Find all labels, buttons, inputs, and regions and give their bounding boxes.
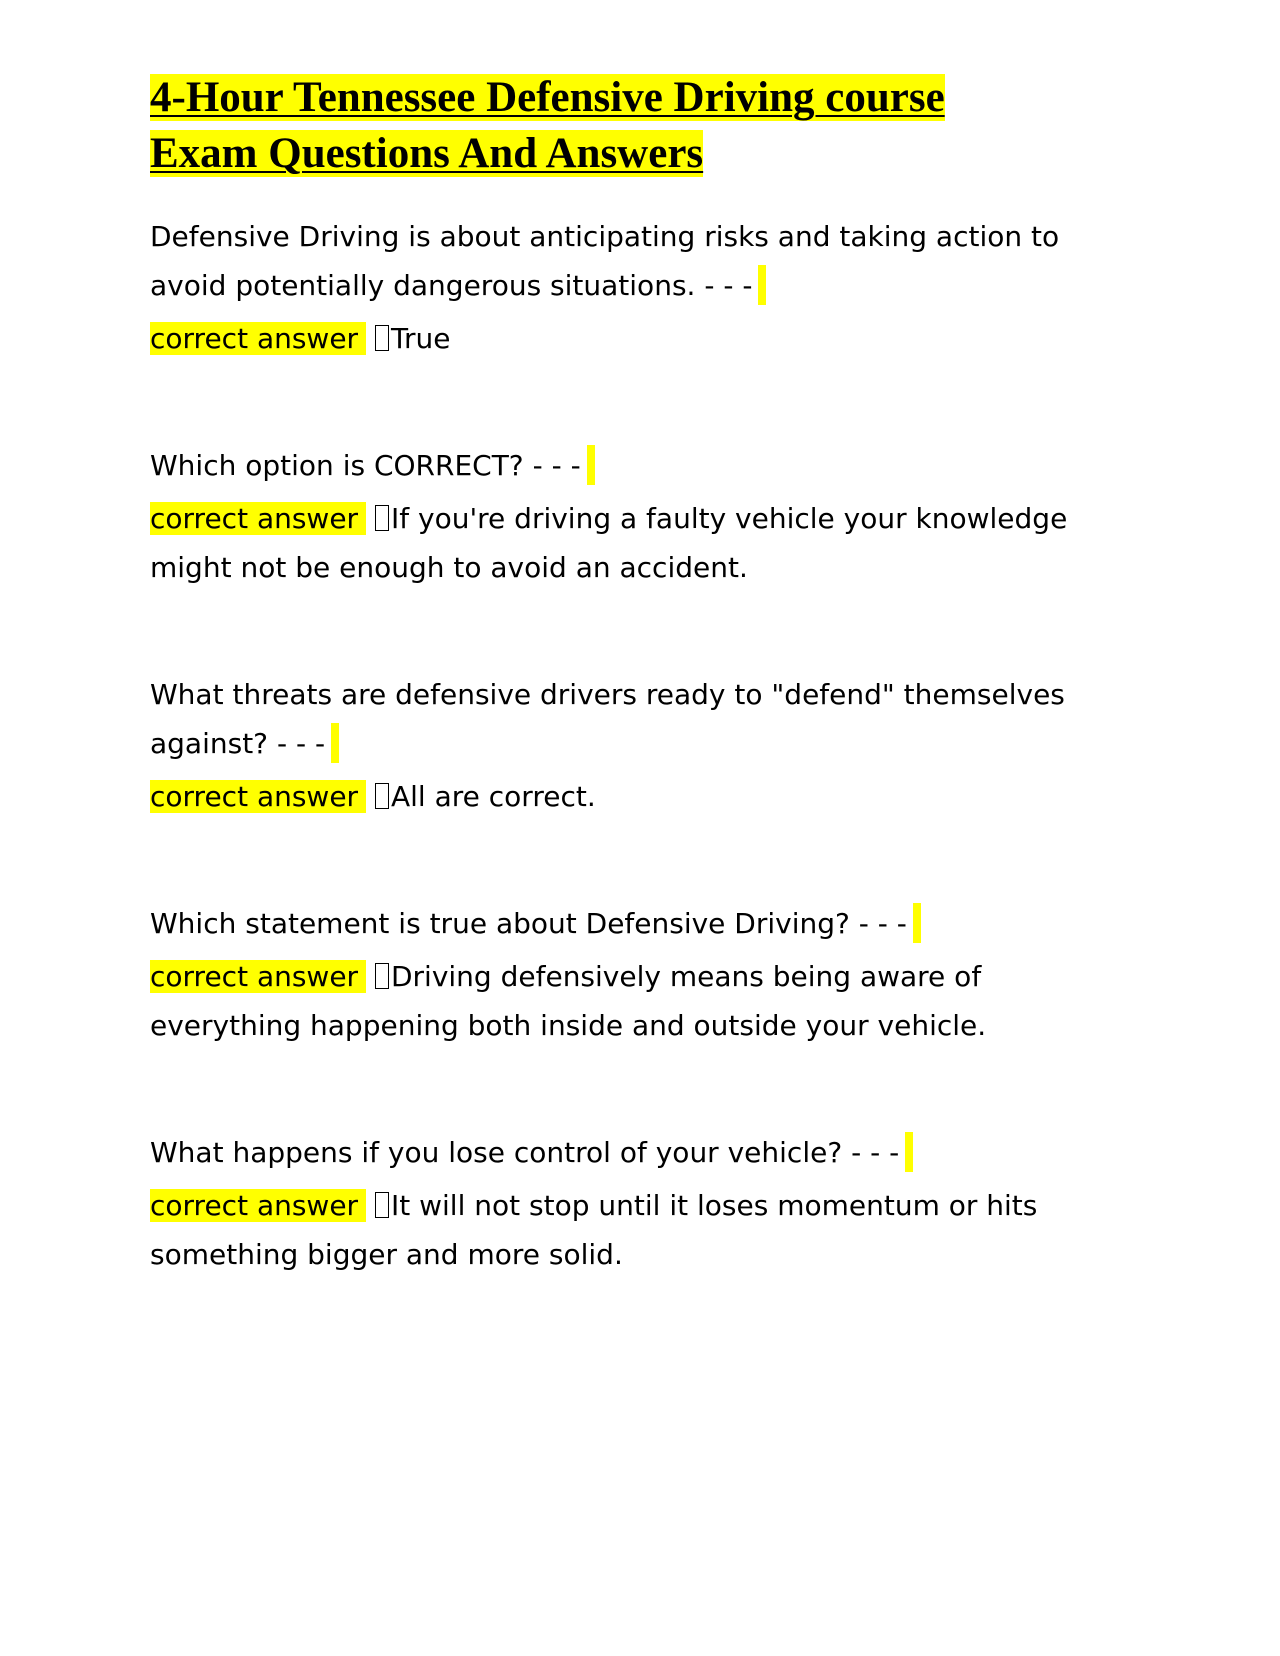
document-title xyxy=(150,70,1100,182)
answer-line xyxy=(150,952,1100,1050)
question-text xyxy=(150,1128,1100,1177)
question-1: Defensive Driving is about anticipating risks and taking action to avoid potentially dangerous situations. - - - xyxy=(150,220,1060,302)
qa-item-2 xyxy=(150,441,1100,592)
question-text xyxy=(150,441,1100,490)
missing-glyph-icon xyxy=(375,783,389,809)
highlight-marker xyxy=(905,1132,913,1172)
highlight-marker xyxy=(913,903,921,943)
answer-line xyxy=(150,314,1100,363)
correct-answer-label: correct answer xyxy=(150,780,366,813)
title-line-1: 4-Hour Tennessee Defensive Driving course xyxy=(150,74,945,121)
answer-2: If you're driving a faulty vehicle your knowledge might not be enough to avoid an accident. xyxy=(150,502,1068,584)
question-text xyxy=(150,899,1100,948)
missing-glyph-icon xyxy=(375,505,389,531)
qa-list xyxy=(150,212,1100,1279)
answer-line xyxy=(150,772,1100,821)
answer-line xyxy=(150,494,1100,592)
highlight-marker xyxy=(587,445,595,485)
highlight-marker xyxy=(758,265,766,305)
qa-item-5 xyxy=(150,1128,1100,1279)
missing-glyph-icon xyxy=(375,963,389,989)
answer-1: True xyxy=(390,322,451,355)
question-2: Which option is CORRECT? - - - xyxy=(150,449,581,482)
answer-5: It will not stop until it loses momentum or hits something bigger and more solid. xyxy=(150,1189,1038,1271)
highlight-marker xyxy=(331,723,339,763)
answer-3: All are correct. xyxy=(390,780,596,813)
question-text xyxy=(150,212,1100,310)
question-4: Which statement is true about Defensive Driving? - - - xyxy=(150,907,907,940)
question-text xyxy=(150,670,1100,768)
correct-answer-label: correct answer xyxy=(150,322,366,355)
qa-item-3 xyxy=(150,670,1100,821)
answer-line xyxy=(150,1181,1100,1279)
answer-4: Driving defensively means being aware of everything happening both inside and outside your vehicle. xyxy=(150,960,987,1042)
question-3: What threats are defensive drivers ready to "defend" themselves against? - - - xyxy=(150,678,1065,760)
correct-answer-label: correct answer xyxy=(150,502,366,535)
missing-glyph-icon xyxy=(375,325,389,351)
correct-answer-label: correct answer xyxy=(150,960,366,993)
title-line-2: Exam Questions And Answers xyxy=(150,130,704,177)
qa-item-1 xyxy=(150,212,1100,363)
missing-glyph-icon xyxy=(375,1192,389,1218)
question-5: What happens if you lose control of your vehicle? - - - xyxy=(150,1136,900,1169)
qa-item-4 xyxy=(150,899,1100,1050)
document-page xyxy=(150,70,1100,1279)
correct-answer-label: correct answer xyxy=(150,1189,366,1222)
